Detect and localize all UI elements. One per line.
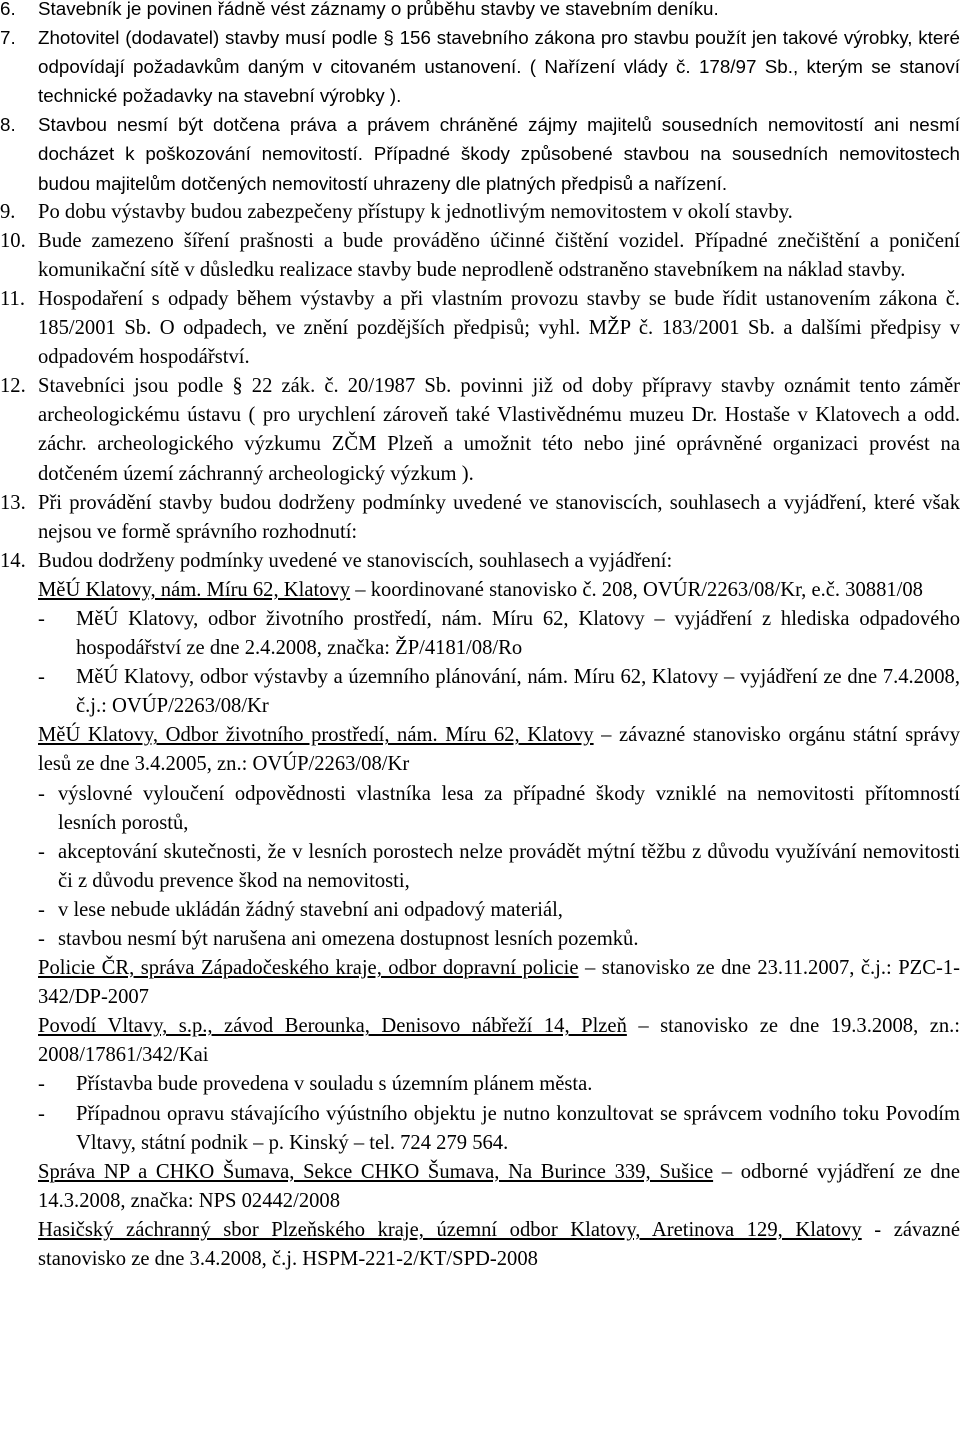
bullet-text: výslovné vyloučení odpovědnosti vlastníka lesa za případné škody vzniklé na nemovitosti přítomností lesních porostů,	[58, 782, 960, 834]
item-text: Zhotovitel (dodavatel) stavby musí podle § 156 stavebního zákona pro stavbu použít jen takové výrobky, které odpovídají požadavkům daným v citovaném ustanovení. ( Nařízení vlády č. 178/97 Sb., kterým se stanoví technické požadavky na stavební výrobky ).	[38, 27, 960, 107]
authority-name: Povodí Vltavy, s.p., závod Berounka, Denisovo nábřeží 14, Plzeň	[38, 1015, 627, 1038]
statement-zp-klatovy	[0, 721, 960, 779]
statement-hzs	[0, 1216, 960, 1274]
item-number: 13.	[0, 491, 26, 514]
list-item-7	[0, 23, 960, 110]
list-item-10	[0, 227, 960, 285]
item-number: 10.	[0, 229, 26, 252]
dash-marker: -	[38, 782, 45, 805]
item-text: Hospodaření s odpady během výstavby a při vlastním provozu stavby se bude řídit ustanovením zákona č. 185/2001 Sb. O odpadech, ve znění pozdějších předpisů; vyhl. MŽP č. 183/2001 Sb. a dalšími předpisy v odpadovém hospodářství.	[38, 287, 960, 369]
item-text: Stavbou nesmí být dotčena práva a právem chráněné zájmy majitelů sousedních nemovitostí ani nesmí docházet k poškozování nemovitostí. Případné škody způsobené stavbou na sousedních nemovitostech budou majitelům dotčených nemovitostí uhrazeny dle platných předpisů a nařízení.	[38, 114, 960, 194]
item-text: Stavebník je povinen řádně vést záznamy o průběhu stavby ve stavebním deníku.	[38, 0, 719, 19]
sub-bullet	[0, 605, 960, 663]
item-text: Stavebníci jsou podle § 22 zák. č. 20/1987 Sb. povinni již od doby přípravy stavby oznámit tento záměr archeologickému ústavu ( pro urychlení zároveň také Vlastivědnému muzeu Dr. Hostaše v Klatovech a odd. záchr. archeologického výzkumu ZČM Plzeň a umožnit této nebo jiné oprávněné organizaci provést na dotčeném území záchranný archeologický výzkum ).	[38, 375, 960, 485]
bullet-text: akceptování skutečnosti, že v lesních porostech nelze provádět mýtní těžbu z důvodu využívání nemovitosti či z důvodu prevence škod na nemovitosti,	[58, 840, 960, 892]
bullet-text: MěÚ Klatovy, odbor výstavby a územního plánování, nám. Míru 62, Klatovy – vyjádření ze dne 7.4.2008, č.j.: OVÚP/2263/08/Kr	[76, 666, 960, 718]
authority-name: Hasičský záchranný sbor Plzeňského kraje, územní odbor Klatovy, Aretinova 129, Klatovy	[38, 1218, 862, 1241]
bullet-text: stavbou nesmí být narušena ani omezena dostupnost lesních pozemků.	[58, 928, 639, 950]
statement-povodi-vltavy	[0, 1012, 960, 1070]
statement-detail: - závazné stanovisko ze dne 3.4.2008, č.j. HSPM-221-2/KT/SPD-2008	[38, 1218, 960, 1271]
item-text: Bude zamezeno šíření prašnosti a bude prováděno účinné čištění vozidel. Případné znečištění a poničení komunikační sítě v důsledku realizace stavby bude neprodleně odstraněno stavebníkem na náklad stavby.	[38, 229, 960, 281]
sub-bullet	[0, 780, 960, 838]
item-number: 8.	[0, 114, 16, 136]
list-item-14	[0, 547, 960, 576]
item-number: 6.	[0, 0, 16, 19]
dash-marker: -	[38, 666, 45, 689]
bullet-text: MěÚ Klatovy, odbor životního prostředí, nám. Míru 62, Klatovy – vyjádření z hlediska odpadového hospodářství ze dne 2.4.2008, značka: ŽP/4181/08/Ro	[76, 607, 960, 660]
item-text: Po dobu výstavby budou zabezpečeny přístupy k jednotlivým nemovitostem v okolí stavby.	[38, 200, 793, 223]
dash-marker: -	[38, 840, 45, 863]
dash-marker: -	[38, 607, 45, 630]
sub-bullet	[0, 1100, 960, 1158]
sub-bullet	[0, 663, 960, 721]
list-item-12	[0, 372, 960, 488]
bullet-text: Případnou opravu stávajícího výústního objektu je nutno konzultovat se správcem vodního toku Povodím Vltavy, státní podnik – p. Kinský – tel. 724 279 564.	[76, 1102, 960, 1154]
dash-marker: -	[38, 898, 45, 921]
sub-bullet	[0, 838, 960, 896]
statement-detail: – stanovisko ze dne 23.11.2007, č.j.: PZC-1-342/DP-2007	[38, 957, 960, 1009]
sub-bullet	[0, 1070, 960, 1099]
authority-name: Policie ČR, správa Západočeského kraje, odbor dopravní policie	[38, 957, 579, 980]
statement-detail: – stanovisko ze dne 19.3.2008, zn.: 2008/17861/342/Kai	[38, 1015, 960, 1067]
bullet-text: Přístavba bude provedena v souladu s územním plánem města.	[76, 1073, 593, 1096]
dash-marker: -	[38, 1102, 45, 1125]
item-number: 9.	[0, 200, 16, 223]
item-number: 7.	[0, 27, 16, 49]
authority-name: Správa NP a CHKO Šumava, Sekce CHKO Šumava, Na Burince 339, Sušice	[38, 1160, 714, 1183]
item-number: 12.	[0, 375, 26, 398]
bullet-text: v lese nebude ukládán žádný stavební ani odpadový materiál,	[58, 898, 563, 921]
item-number: 14.	[0, 549, 26, 572]
sub-bullet	[0, 925, 960, 954]
authority-name: MěÚ Klatovy, Odbor životního prostředí, nám. Míru 62, Klatovy	[38, 724, 594, 747]
statement-detail: – odborné vyjádření ze dne 14.3.2008, značka: NPS 02442/2008	[38, 1160, 960, 1212]
list-item-6	[0, 0, 960, 23]
list-item-8	[0, 110, 960, 197]
statement-detail: – koordinované stanovisko č. 208, OVÚR/2263/08/Kr, e.č. 30881/08	[350, 578, 923, 601]
statement-policie	[0, 954, 960, 1012]
item-number: 11.	[0, 287, 25, 310]
sub-bullet	[0, 896, 960, 925]
statement-detail: – závazné stanovisko orgánu státní správy lesů ze dne 3.4.2005, zn.: OVÚP/2263/08/Kr	[38, 724, 960, 776]
item-text: Budou dodrženy podmínky uvedené ve stanoviscích, souhlasech a vyjádření:	[38, 549, 673, 572]
statement-chko-sumava	[0, 1158, 960, 1216]
dash-marker: -	[38, 928, 45, 950]
dash-marker: -	[38, 1073, 45, 1096]
list-item-9	[0, 198, 960, 227]
list-item-11	[0, 285, 960, 372]
item-text: Při provádění stavby budou dodrženy podmínky uvedené ve stanoviscích, souhlasech a vyjádření, které však nejsou ve formě správního rozhodnutí:	[38, 491, 960, 543]
statement-meu-klatovy	[0, 576, 960, 605]
list-item-13	[0, 489, 960, 547]
authority-name: MěÚ Klatovy, nám. Míru 62, Klatovy	[38, 578, 351, 601]
